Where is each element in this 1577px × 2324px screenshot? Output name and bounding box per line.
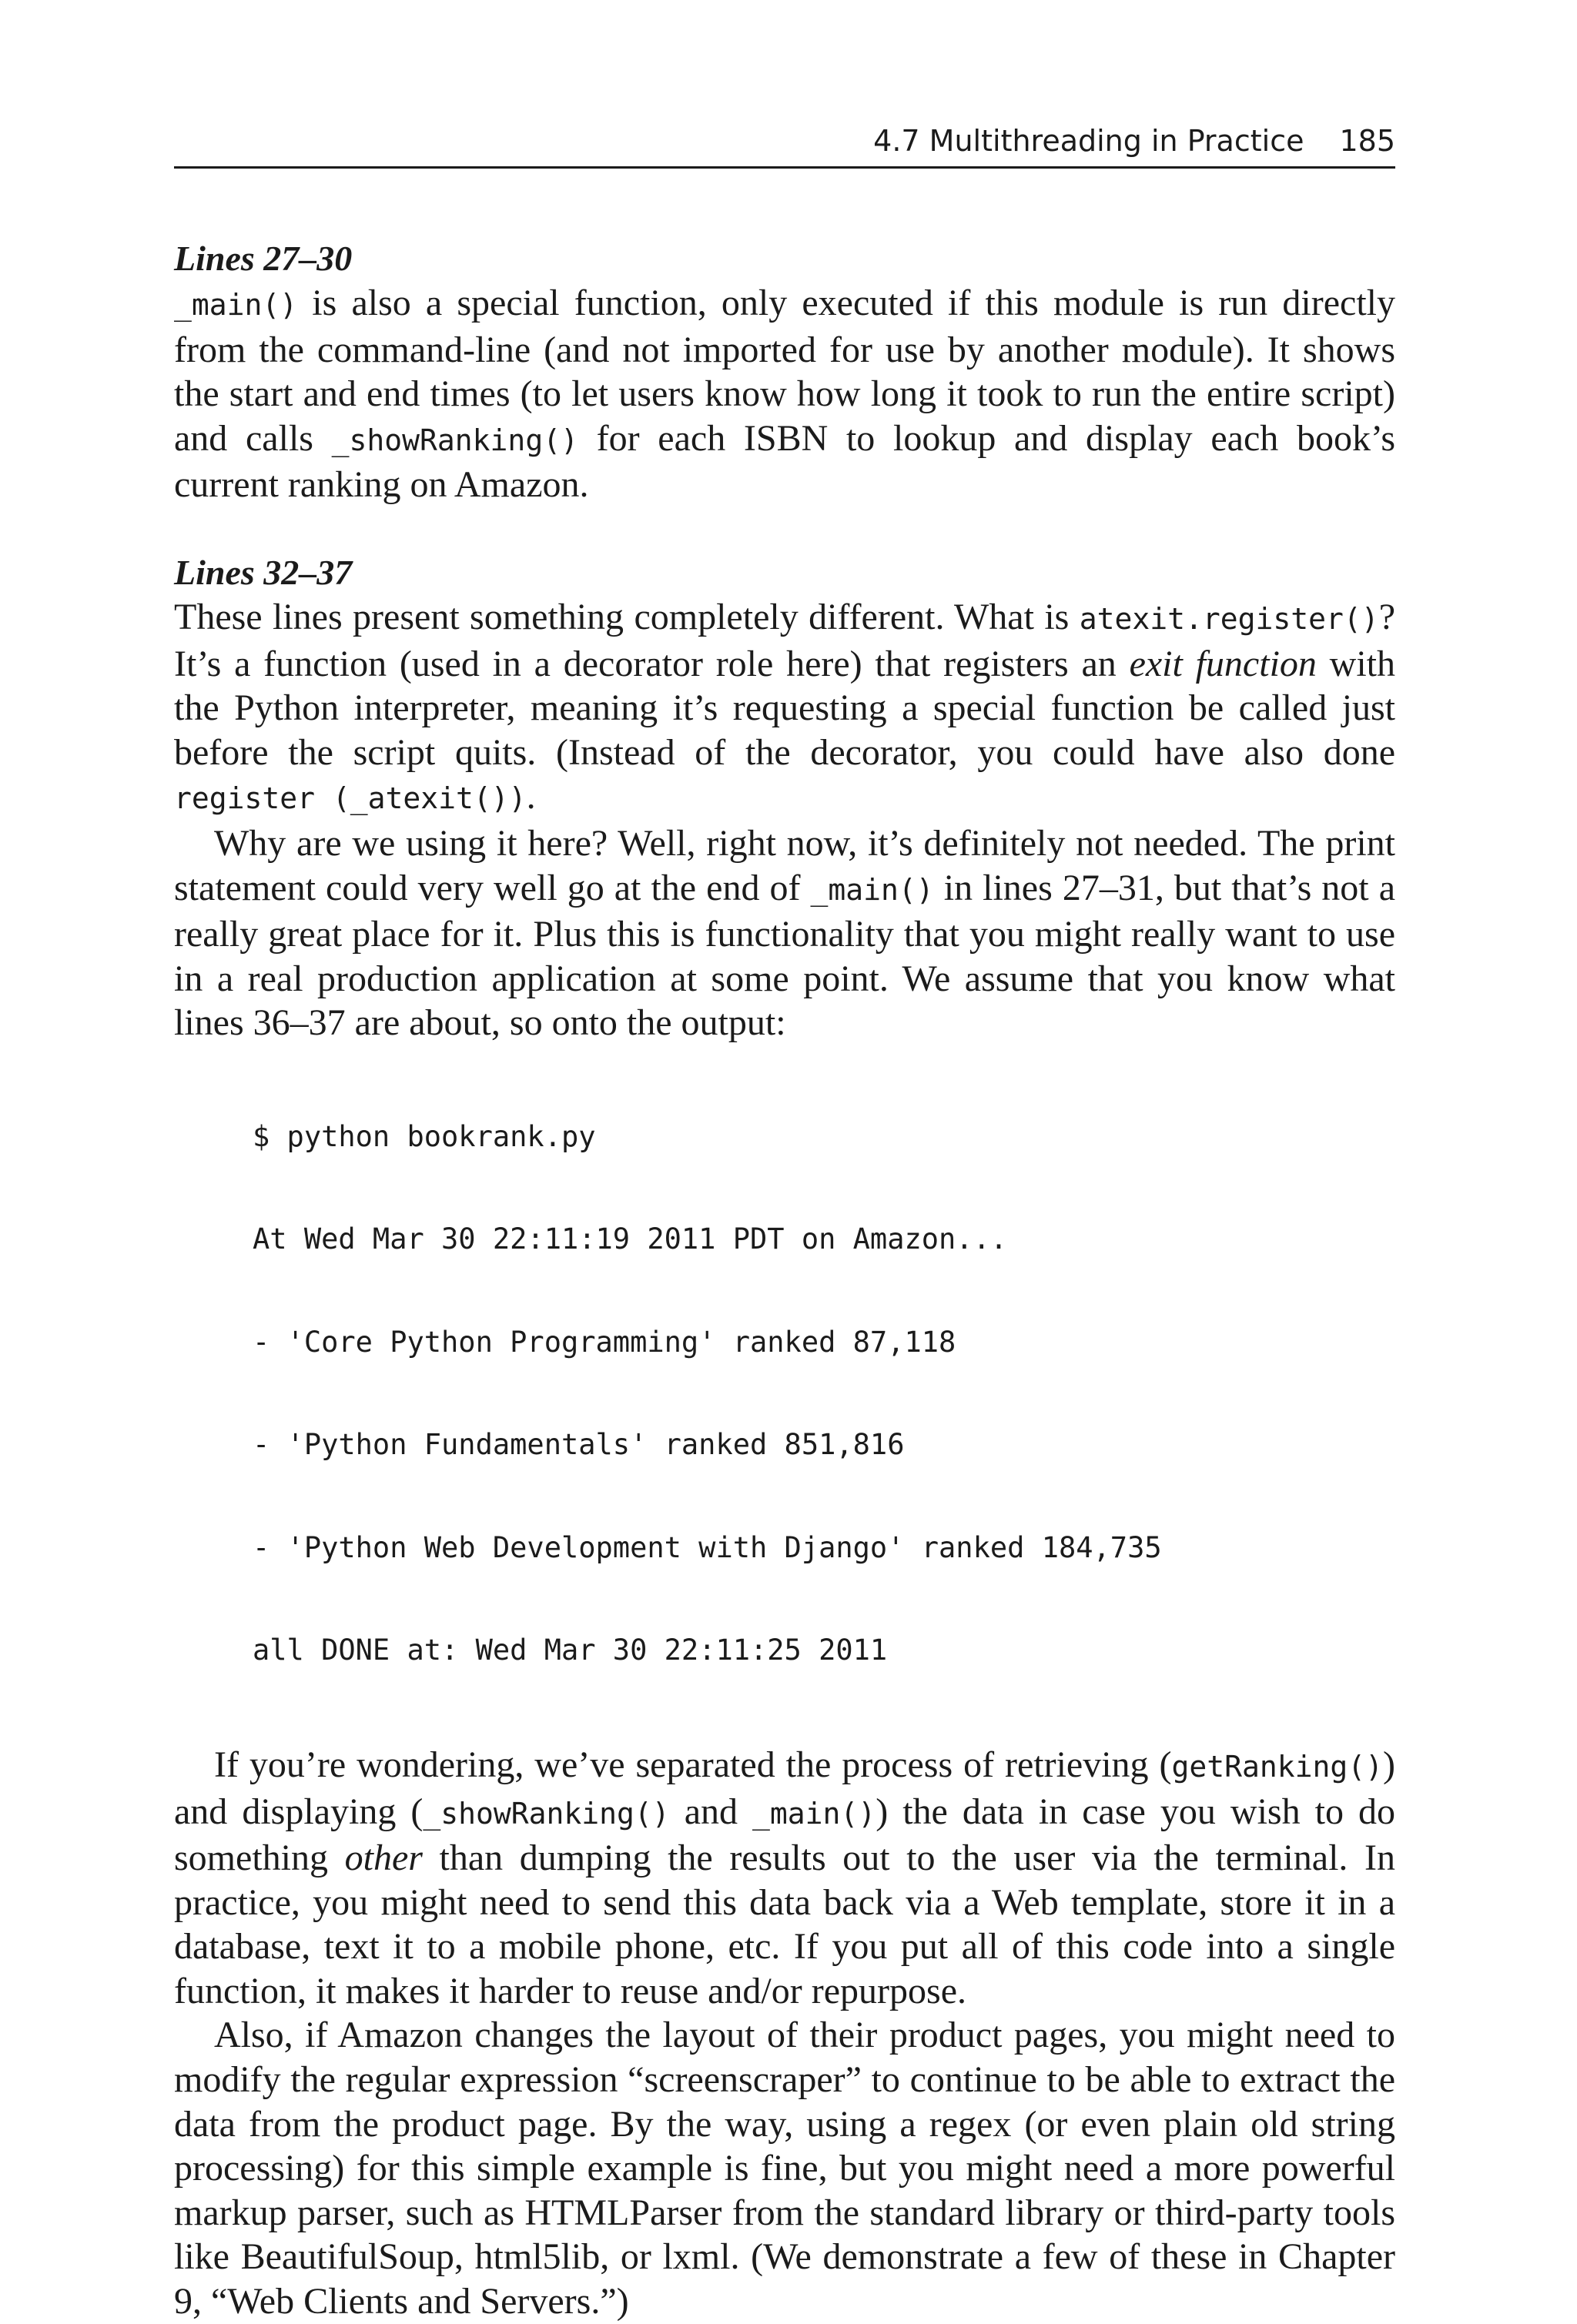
running-header <box>174 115 1395 169</box>
inline-code: atexit.register() <box>1079 601 1379 636</box>
paragraph-atexit: These lines present something completely different. What is atexit.register()? It’s a function (used in a decorator role here) that registers an exit function with the Python interpreter, meaning it’s requesting a special function be called just before the script quits. (Instead of the decorator, you could have also done register (_atexit()). <box>174 596 1396 818</box>
code-line: At Wed Mar 30 22:11:19 2011 PDT on Amazon... <box>253 1222 1008 1256</box>
paragraph-why-using: Why are we using it here? Well, right now, it’s definitely not needed. The print statement could very well go at the end of _main() in lines 27–31, but that’s not a really great place for it. Plus this is functionality that you might really want to use in a real production application at some point. We assume that you know what lines 36–37 are about, so onto the output: <box>174 822 1395 1044</box>
heading-lines-32-37: Lines 32–37 <box>174 552 353 592</box>
code-line: $ python bookrank.py <box>253 1119 596 1153</box>
code-line: - 'Core Python Programming' ranked 87,118 <box>253 1325 956 1359</box>
book-page <box>174 115 1395 2324</box>
section-title: 4.7 Multithreading in Practice <box>873 124 1304 158</box>
page-number: 185 <box>1339 124 1395 158</box>
inline-code: _main() <box>752 1796 876 1831</box>
paragraph-amazon-layout: Also, if Amazon changes the layout of their product pages, you might need to modify the regular expression “screenscraper” to continue to be able to extract the data from the product page. By the way, using a regex (or even plain old string processing) for this simple example is fine, but you might need a more powerful markup parser, such as HTMLParser from the standard library or third-party tools like BeautifulSoup, html5lib, or lxml. (We demonstrate a few of these in Chapter 9, “Web Clients and Servers.”) <box>174 2015 1395 2322</box>
output-code-block <box>253 1052 1395 1737</box>
inline-code: _main() <box>810 872 934 907</box>
emphasis: exit function <box>1129 643 1317 684</box>
code-line: all DONE at: Wed Mar 30 22:11:25 2011 <box>253 1633 888 1667</box>
heading-lines-27-30: Lines 27–30 <box>174 239 353 278</box>
code-line: - 'Python Fundamentals' ranked 851,816 <box>253 1428 905 1462</box>
inline-code: _showRanking() <box>331 423 578 457</box>
inline-code: getRanking() <box>1171 1749 1384 1784</box>
code-line: - 'Python Web Development with Django' ranked 184,735 <box>253 1530 1162 1564</box>
paragraph-lines-27-30: _main() is also a special function, only executed if this module is run directly from the command-line (and not imported for use by another module). It shows the start and end times (to let users know how long it took to run the entire script) and calls _showRanking() for each ISBN to lookup and display each book’s current ranking on Amazon. <box>174 283 1395 506</box>
inline-code: register (_atexit()) <box>174 781 527 816</box>
paragraph-separation: If you’re wondering, we’ve separated the process of retrieving (getRanking()) and displaying (_showRanking() and _main()) the data in case you wish to do something other than dumping the results out to the user via the terminal. In practice, you might need to send this data back via a Web template, store it in a database, text it to a mobile phone, etc. If you put all of this code into a single function, it makes it harder to reuse and/or repurpose. <box>174 1744 1396 2011</box>
inline-code: _main() <box>174 288 298 322</box>
inline-code: _showRanking() <box>423 1796 670 1831</box>
emphasis: other <box>344 1837 423 1879</box>
